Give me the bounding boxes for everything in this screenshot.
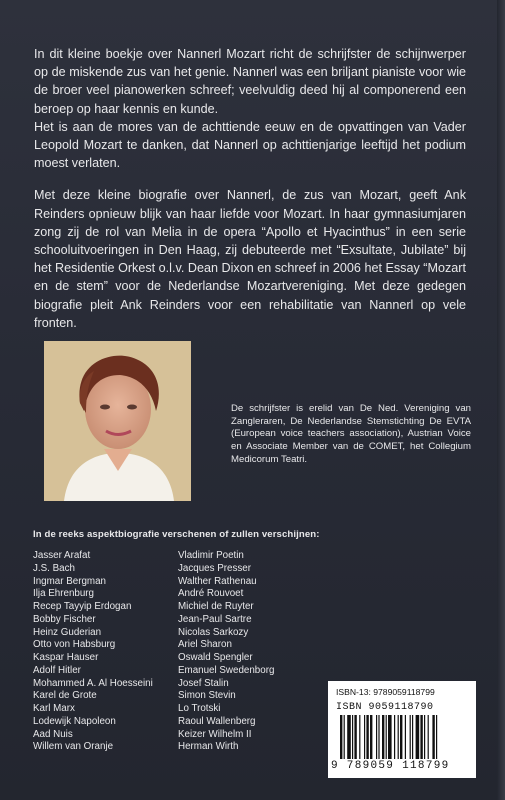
series-list-column-1	[33, 550, 183, 754]
barcode-bar	[382, 715, 384, 759]
author-photo	[44, 341, 191, 501]
barcode-bar	[352, 715, 353, 759]
list-item: Ingmar Bergman	[33, 575, 106, 587]
list-item: Adolf Hitler	[33, 664, 81, 676]
barcode-bar	[412, 715, 413, 759]
list-item: Ilja Ehrenburg	[33, 588, 94, 600]
list-item: J.S. Bach	[33, 562, 75, 574]
barcode-bar	[388, 715, 392, 759]
list-item: Jasser Arafat	[33, 550, 91, 561]
list-item: Karel de Grote	[33, 690, 97, 702]
barcode-bar	[364, 715, 365, 759]
list-item: Emanuel Swedenborg	[178, 664, 275, 676]
list-item: Simon Stevin	[178, 690, 236, 702]
list-item: Jacques Presser	[178, 562, 251, 574]
isbn-barcode-box	[328, 681, 476, 778]
barcode-bar	[398, 715, 399, 759]
barcode-bar	[359, 715, 360, 759]
barcode-bar	[370, 715, 372, 759]
barcode-bar	[428, 715, 429, 759]
book-spine-edge	[497, 0, 505, 800]
barcode-bar	[420, 715, 422, 759]
list-item: Karl Marx	[33, 703, 75, 714]
barcode-bar	[376, 715, 377, 759]
list-item: Josef Stalin	[178, 677, 229, 689]
list-item: Nicolas Sarkozy	[178, 626, 249, 638]
barcode-bar	[410, 715, 411, 759]
barcode-bar	[416, 715, 420, 759]
list-item: Otto von Habsburg	[33, 639, 116, 651]
barcode-bar	[436, 715, 437, 759]
barcode-bar	[347, 715, 351, 759]
list-item: Recep Tayyip Erdogan	[33, 601, 132, 612]
barcode-bar	[354, 715, 356, 759]
intro-text	[34, 45, 466, 332]
list-item: Raoul Wallenberg	[178, 715, 256, 727]
list-item: Herman Wirth	[178, 741, 239, 753]
list-item: Willem van Oranje	[33, 741, 114, 753]
list-item: André Rouvoet	[178, 588, 244, 600]
barcode-bar	[400, 715, 402, 759]
barcode	[340, 715, 466, 759]
list-item: Keizer Wilhelm II	[178, 728, 252, 740]
barcode-bar	[424, 715, 425, 759]
list-item: Jean-Paul Sartre	[178, 613, 252, 625]
barcode-digits: 9 789059 118799	[331, 760, 450, 772]
intro-paragraph-2: Het is aan de mores van de achttiende eeuw en de opvattingen van Vader Leopold Mozart te danken, dat Nannerl op achttienjarige leeftijd het podium moest verlaten.	[34, 119, 466, 171]
list-item: Walther Rathenau	[178, 575, 257, 587]
isbn-13-label: ISBN-13: 9789059118799	[336, 687, 435, 697]
intro-paragraph-3: Met deze kleine biografie over Nannerl, de zus van Mozart, geeft Ank Reinders opnieuw blijk van haar liefde voor Mozart. In haar gymnasiumjaren zong zij de rol van Melia in de opera “Apollo et Hyacinthus” in een serie schooluitvoeringen in Den Haag, zij debuteerde met “Exsultate, Jubilate” bij het Residentie Orkest o.l.v. Dean Dixon en schreef in 2006 het Essay “Mozart en de stem” voor de Nederlandse Mozartvereniging. Met deze gedegen biografie pleit Ank Reinders voor een rehabilitatie van Nannerl op vele fronten.	[34, 188, 466, 330]
series-list-column-2	[178, 550, 328, 754]
series-title: In de reeks aspektbiografie verschenen of zullen verschijnen:	[33, 529, 320, 540]
list-item: Ariel Sharon	[178, 639, 232, 651]
barcode-bar	[405, 715, 406, 759]
author-caption: De schrijfster is erelid van De Ned. Vereniging van Zangleraren, De Nederlandse Stemstichting De EVTA (European voice teachers association), Austrian Voice en Associate Member van de COMET, het Collegium Medicorum Teatri.	[231, 403, 471, 465]
isbn-10-label: ISBN 9059118790	[336, 702, 434, 713]
barcode-bar	[432, 715, 434, 759]
intro-paragraph-1: In dit kleine boekje over Nannerl Mozart richt de schrijfster de schijnwerper op de miskende zus van het genie. Nannerl was een briljant pianiste voor wie de broer veel pianowerken schreef; veelvuldig deed hij al componerend een beroep op haar kennis en kunde.	[34, 47, 466, 116]
list-item: Lo Trotski	[178, 703, 221, 714]
barcode-bar	[386, 715, 387, 759]
list-item: Michiel de Ruyter	[178, 601, 254, 612]
barcode-bar	[340, 715, 342, 759]
list-item: Kaspar Hauser	[33, 652, 99, 663]
list-item: Mohammed A. Al Hoesseini	[33, 677, 153, 689]
list-item: Heinz Guderian	[33, 626, 102, 638]
barcode-bar	[378, 715, 379, 759]
list-item: Aad Nuis	[33, 728, 73, 740]
list-item: Lodewijk Napoleon	[33, 715, 116, 727]
list-item: Bobby Fischer	[33, 613, 96, 625]
barcode-bar	[366, 715, 368, 759]
list-item: Oswald Spengler	[178, 652, 253, 663]
list-item: Vladimir Poetin	[178, 550, 244, 561]
barcode-bar	[344, 715, 345, 759]
barcode-bar	[394, 715, 395, 759]
